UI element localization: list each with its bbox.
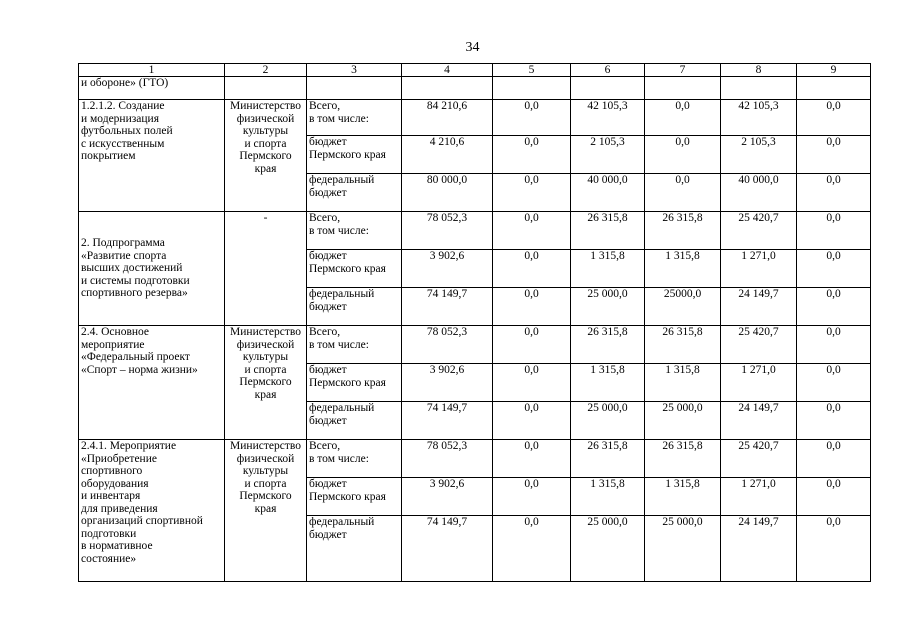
amount-cell: 25 000,0 [571, 402, 645, 440]
amount-cell: 0,0 [797, 288, 871, 326]
continuation-text: и обороне» (ГТО) [79, 77, 225, 100]
item-name: 2.4.1. Мероприятие «Приобретение спортивного оборудования и инвентаря для приведения организаций спортивной подготовки в нормативное состояние» [79, 440, 225, 582]
amount-cell: 78 052,3 [402, 212, 493, 250]
amount-cell: 0,0 [797, 364, 871, 402]
amount-cell: 0,0 [797, 440, 871, 478]
amount-cell: 1 315,8 [571, 478, 645, 516]
amount-cell: 0,0 [493, 478, 571, 516]
amount-cell: 25 420,7 [721, 326, 797, 364]
column-header: 9 [797, 64, 871, 77]
amount-cell: 74 149,7 [402, 288, 493, 326]
amount-cell: 26 315,8 [645, 326, 721, 364]
table-row [79, 326, 871, 364]
amount-cell: 3 902,6 [402, 364, 493, 402]
item-name: 2. Подпрограмма «Развитие спорта высших достижений и системы подготовки спортивного резерва» [79, 212, 225, 326]
page-number: 34 [465, 40, 480, 55]
amount-cell: 42 105,3 [721, 100, 797, 136]
amount-cell: 0,0 [493, 250, 571, 288]
amount-cell: 0,0 [493, 100, 571, 136]
amount-cell: 0,0 [645, 174, 721, 212]
amount-cell: 4 210,6 [402, 136, 493, 174]
column-header: 2 [225, 64, 307, 77]
empty-cell [721, 77, 797, 100]
amount-cell: 0,0 [493, 288, 571, 326]
amount-cell: 26 315,8 [645, 212, 721, 250]
amount-cell: 0,0 [493, 212, 571, 250]
header-row [79, 64, 871, 77]
amount-cell: 0,0 [797, 212, 871, 250]
amount-cell: 0,0 [493, 364, 571, 402]
column-header: 8 [721, 64, 797, 77]
amount-cell: 74 149,7 [402, 516, 493, 582]
column-header: 3 [307, 64, 402, 77]
amount-cell: 0,0 [797, 136, 871, 174]
amount-cell: 25 000,0 [571, 516, 645, 582]
funding-source: бюджет Пермского края [307, 136, 402, 174]
amount-cell: 0,0 [645, 136, 721, 174]
amount-cell: 1 271,0 [721, 364, 797, 402]
funding-source: бюджет Пермского края [307, 250, 402, 288]
amount-cell: 25 420,7 [721, 212, 797, 250]
amount-cell: 0,0 [797, 478, 871, 516]
amount-cell: 25 000,0 [571, 288, 645, 326]
funding-source: федеральный бюджет [307, 174, 402, 212]
amount-cell: 0,0 [645, 100, 721, 136]
amount-cell: 0,0 [493, 402, 571, 440]
amount-cell: 0,0 [493, 440, 571, 478]
amount-cell: 26 315,8 [645, 440, 721, 478]
amount-cell: 24 149,7 [721, 516, 797, 582]
column-header: 1 [79, 64, 225, 77]
column-header: 5 [493, 64, 571, 77]
amount-cell: 26 315,8 [571, 212, 645, 250]
empty-cell [645, 77, 721, 100]
amount-cell: 1 315,8 [645, 364, 721, 402]
funding-source: Всего, в том числе: [307, 100, 402, 136]
amount-cell: 74 149,7 [402, 402, 493, 440]
funding-source: федеральный бюджет [307, 516, 402, 582]
empty-cell [797, 77, 871, 100]
amount-cell: 78 052,3 [402, 326, 493, 364]
item-name: 1.2.1.2. Создание и модернизация футбольных полей с искусственным покрытием [79, 100, 225, 212]
continuation-row [79, 77, 871, 100]
budget-table [78, 63, 871, 582]
amount-cell: 40 000,0 [571, 174, 645, 212]
amount-cell: 24 149,7 [721, 288, 797, 326]
amount-cell: 0,0 [797, 402, 871, 440]
amount-cell: 2 105,3 [571, 136, 645, 174]
funding-source: Всего, в том числе: [307, 440, 402, 478]
empty-cell [571, 77, 645, 100]
amount-cell: 24 149,7 [721, 402, 797, 440]
executor: Министерство физической культуры и спорта Пермского края [225, 100, 307, 212]
table-row [79, 440, 871, 478]
amount-cell: 0,0 [797, 326, 871, 364]
empty-cell [402, 77, 493, 100]
amount-cell: 0,0 [493, 174, 571, 212]
amount-cell: 1 315,8 [645, 478, 721, 516]
amount-cell: 25 000,0 [645, 402, 721, 440]
amount-cell: 0,0 [797, 174, 871, 212]
amount-cell: 40 000,0 [721, 174, 797, 212]
amount-cell: 25 420,7 [721, 440, 797, 478]
amount-cell: 2 105,3 [721, 136, 797, 174]
amount-cell: 1 315,8 [571, 250, 645, 288]
amount-cell: 80 000,0 [402, 174, 493, 212]
column-header: 6 [571, 64, 645, 77]
amount-cell: 0,0 [493, 326, 571, 364]
funding-source: Всего, в том числе: [307, 326, 402, 364]
funding-source: федеральный бюджет [307, 402, 402, 440]
executor: Министерство физической культуры и спорта Пермского края [225, 326, 307, 440]
amount-cell: 26 315,8 [571, 326, 645, 364]
amount-cell: 0,0 [797, 100, 871, 136]
amount-cell: 0,0 [797, 250, 871, 288]
amount-cell: 1 315,8 [645, 250, 721, 288]
amount-cell: 1 271,0 [721, 250, 797, 288]
amount-cell: 25 000,0 [645, 516, 721, 582]
empty-cell [493, 77, 571, 100]
funding-source: бюджет Пермского края [307, 478, 402, 516]
table-row [79, 100, 871, 136]
amount-cell: 3 902,6 [402, 250, 493, 288]
executor: - [225, 212, 307, 326]
amount-cell: 25000,0 [645, 288, 721, 326]
executor: Министерство физической культуры и спорта Пермского края [225, 440, 307, 582]
empty-cell [307, 77, 402, 100]
amount-cell: 3 902,6 [402, 478, 493, 516]
item-name: 2.4. Основное мероприятие «Федеральный проект «Спорт – норма жизни» [79, 326, 225, 440]
amount-cell: 0,0 [493, 136, 571, 174]
amount-cell: 0,0 [797, 516, 871, 582]
amount-cell: 42 105,3 [571, 100, 645, 136]
table-row [79, 212, 871, 250]
column-header: 4 [402, 64, 493, 77]
funding-source: Всего, в том числе: [307, 212, 402, 250]
amount-cell: 84 210,6 [402, 100, 493, 136]
amount-cell: 78 052,3 [402, 440, 493, 478]
amount-cell: 1 271,0 [721, 478, 797, 516]
empty-cell [225, 77, 307, 100]
amount-cell: 1 315,8 [571, 364, 645, 402]
funding-source: бюджет Пермского края [307, 364, 402, 402]
amount-cell: 26 315,8 [571, 440, 645, 478]
amount-cell: 0,0 [493, 516, 571, 582]
funding-source: федеральный бюджет [307, 288, 402, 326]
column-header: 7 [645, 64, 721, 77]
